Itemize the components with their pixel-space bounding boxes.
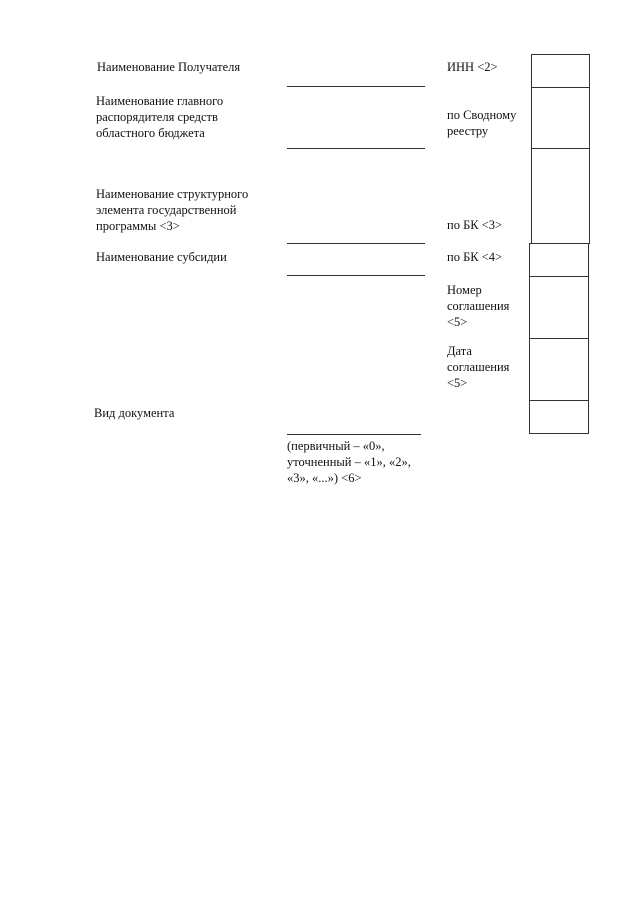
main-manager-name-line xyxy=(287,148,425,149)
doc-type-note-line1: (первичный – «0», xyxy=(287,439,385,453)
agreement-number-label-line1: Номер xyxy=(447,283,482,297)
bk3-label: по БК <3> xyxy=(447,218,503,232)
agreement-date-label xyxy=(447,343,509,391)
doc-type-code-cell[interactable] xyxy=(529,400,589,434)
agreement-number-label xyxy=(447,282,509,330)
main-manager-label-line3: областного бюджета xyxy=(96,126,205,140)
doc-type-note xyxy=(287,438,419,486)
doc-type-line xyxy=(287,434,421,435)
recipient-label: Наименование Получателя xyxy=(97,60,241,74)
main-manager-label-line2: распорядителя средств xyxy=(96,110,218,124)
agreement-date-label-line3: <5> xyxy=(447,376,468,390)
recipient-name-line xyxy=(287,86,425,87)
svod-label-line1: по Сводному xyxy=(447,108,517,122)
svod-label-line2: реестру xyxy=(447,124,489,138)
svod-label xyxy=(447,107,529,139)
agreement-date-code-cell[interactable] xyxy=(529,338,589,401)
agreement-number-label-line2: соглашения xyxy=(447,299,510,313)
doc-type-label: Вид документа xyxy=(94,406,175,420)
bk3-code-cell[interactable] xyxy=(532,149,589,243)
struct-element-label xyxy=(96,186,266,234)
doc-type-note-line3: «3», «...») <6> xyxy=(287,471,362,485)
struct-element-label-line1: Наименование структурного xyxy=(96,187,249,201)
subsidy-label: Наименование субсидии xyxy=(96,250,227,264)
struct-element-name-line xyxy=(287,243,425,244)
agreement-number-label-line3: <5> xyxy=(447,315,468,329)
struct-element-label-line2: элемента государственной xyxy=(96,203,237,217)
agreement-date-label-line1: Дата xyxy=(447,344,472,358)
inn-label: ИНН <2> xyxy=(447,60,498,74)
subsidy-name-line xyxy=(287,275,425,276)
agreement-date-label-line2: соглашения xyxy=(447,360,510,374)
struct-element-label-line3: программы <3> xyxy=(96,219,180,233)
doc-type-note-line2: уточненный – «1», «2», xyxy=(287,455,411,469)
bk4-label: по БК <4> xyxy=(447,250,503,264)
inn-code-cell[interactable] xyxy=(531,54,590,88)
bk4-code-cell[interactable] xyxy=(529,243,589,277)
agreement-number-code-cell[interactable] xyxy=(529,276,589,339)
svod-code-cell[interactable] xyxy=(532,89,589,147)
main-manager-label-line1: Наименование главного xyxy=(96,94,224,108)
main-manager-label xyxy=(96,93,266,141)
code-column-right-border xyxy=(589,88,590,244)
